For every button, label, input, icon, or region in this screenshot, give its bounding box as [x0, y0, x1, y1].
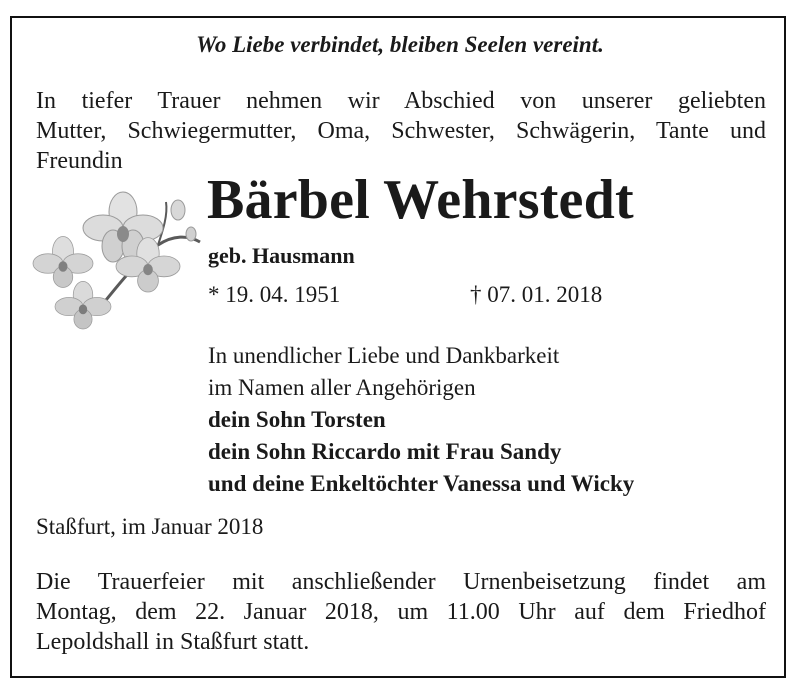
place-date: Staßfurt, im Januar 2018: [36, 514, 264, 539]
mourner-2: dein Sohn Riccardo mit Frau Sandy: [208, 439, 562, 464]
birth-name: geb. Hausmann: [208, 243, 355, 268]
motto: Wo Liebe verbindet, bleiben Seelen vereint.: [196, 32, 604, 57]
intro-line-2: Mutter, Schwiegermutter, Oma, Schwester, Schwägerin, Tante und: [36, 118, 766, 144]
death-date: † 07. 01. 2018: [470, 282, 603, 307]
signoff-line-1: In unendlicher Liebe und Dankbarkeit: [208, 343, 560, 368]
orchid-icon: [28, 190, 208, 340]
funeral-notice: [36, 567, 766, 657]
intro-line-3: Freundin: [36, 148, 123, 174]
intro-text: [36, 86, 766, 176]
mourner-1: dein Sohn Torsten: [208, 407, 386, 432]
signoff: [208, 340, 634, 500]
birth-date: * 19. 04. 1951: [208, 282, 341, 307]
notice-line-1: Die Trauerfeier mit anschließender Urnenbeisetzung findet am: [36, 569, 766, 595]
mourner-3: und deine Enkeltöchter Vanessa und Wicky: [208, 471, 635, 496]
intro-line-1: In tiefer Trauer nehmen wir Abschied von unserer geliebten: [36, 88, 766, 114]
signoff-line-2: im Namen aller Angehörigen: [208, 375, 476, 400]
notice-line-3: Lepoldshall in Staßfurt statt.: [36, 629, 310, 655]
notice-line-2: Montag, dem 22. Januar 2018, um 11.00 Uhr auf dem Friedhof: [36, 599, 766, 625]
deceased-name: Bärbel Wehrstedt: [207, 169, 634, 231]
